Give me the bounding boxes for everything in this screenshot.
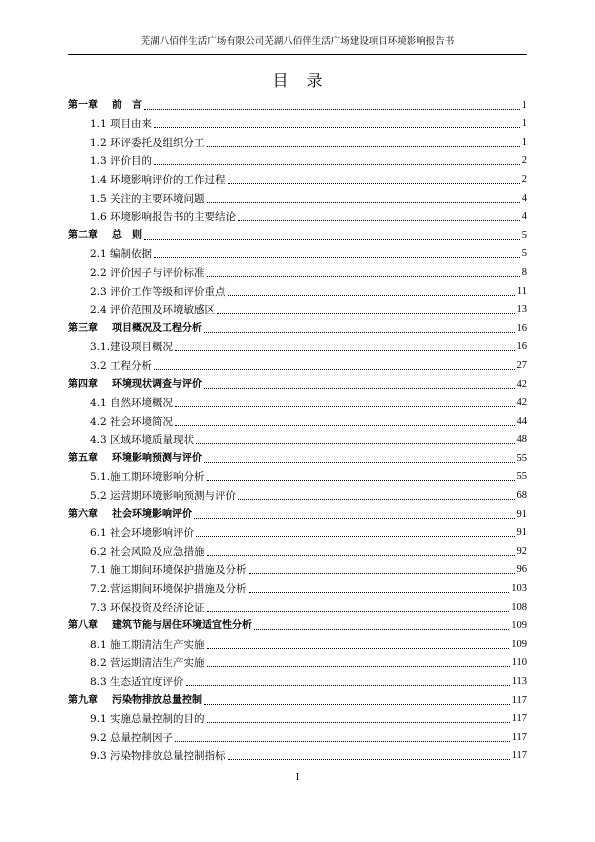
toc-entry-label: 1.3 评价目的 <box>90 155 153 168</box>
toc-section-entry[interactable] <box>68 429 527 448</box>
toc-entry-label <box>68 322 202 336</box>
toc-dot-leader <box>207 611 510 612</box>
toc-entry-label <box>68 694 202 708</box>
toc-chapter-entry[interactable] <box>68 224 527 243</box>
toc-dot-leader <box>204 388 515 389</box>
toc-dot-leader <box>207 722 510 723</box>
toc-page-number: 117 <box>511 713 527 725</box>
toc-chapter-entry[interactable] <box>68 689 527 708</box>
toc-page-number: 48 <box>516 434 527 446</box>
toc-chapter-title: 环境影响预测与评价 <box>112 452 202 464</box>
toc-page-number: 55 <box>516 471 527 483</box>
toc-dot-leader <box>207 648 510 649</box>
toc-dot-leader <box>228 183 520 184</box>
toc-chapter-entry[interactable] <box>68 503 527 522</box>
toc-dot-leader <box>175 741 510 742</box>
toc-dot-leader <box>175 406 514 407</box>
toc-section-entry[interactable] <box>68 466 527 485</box>
toc-dot-leader <box>228 759 510 760</box>
toc-section-entry[interactable] <box>68 280 527 299</box>
toc-chapter-entry[interactable] <box>68 615 527 634</box>
toc-page-number: 92 <box>516 545 527 557</box>
toc-chapter-entry[interactable] <box>68 317 527 336</box>
toc-section-entry[interactable] <box>68 540 527 559</box>
toc-section-entry[interactable] <box>68 206 527 225</box>
toc-chapter-title: 项目概况及工程分析 <box>112 322 202 334</box>
toc-page-number: 16 <box>516 341 527 353</box>
toc-section-entry[interactable] <box>68 522 527 541</box>
toc-entry-label: 4.3 区域环境质量现状 <box>90 434 195 447</box>
toc-page-number: 8 <box>521 266 527 278</box>
toc-entry-label: 4.2 社会环境简况 <box>90 415 174 428</box>
toc-page-number: 91 <box>516 508 527 520</box>
toc-entry-label: 2.2 评价因子与评价标准 <box>90 266 205 279</box>
toc-dot-leader <box>238 499 514 500</box>
toc-page-number: 4 <box>521 192 527 204</box>
toc-page-number: 13 <box>516 304 527 316</box>
toc-page-number: 1 <box>521 136 527 148</box>
toc-dot-leader <box>249 592 510 593</box>
toc-page-number: 108 <box>511 601 527 613</box>
toc-entry-label: 2.1 编制依据 <box>90 248 153 261</box>
toc-dot-leader <box>144 239 520 240</box>
toc-page-number: 1 <box>521 99 527 111</box>
toc-entry-label: 3.1.建设项目概况 <box>90 341 174 354</box>
toc-entry-label <box>68 99 142 113</box>
toc-section-entry[interactable] <box>68 150 527 169</box>
toc-chapter-number: 第一章 <box>68 99 98 111</box>
toc-section-entry[interactable] <box>68 354 527 373</box>
toc-page-number: 117 <box>511 750 527 762</box>
toc-page-number: 16 <box>516 322 527 334</box>
toc-page-number: 109 <box>511 638 527 650</box>
toc-section-entry[interactable] <box>68 392 527 411</box>
toc-dot-leader <box>217 313 514 314</box>
toc-section-entry[interactable] <box>68 168 527 187</box>
toc-dot-leader <box>204 462 515 463</box>
table-of-contents <box>68 94 527 763</box>
toc-page-number: 55 <box>516 452 527 464</box>
toc-page-number: 113 <box>511 676 527 687</box>
toc-page-number: 117 <box>511 694 527 706</box>
toc-entry-label: 3.2 工程分析 <box>90 359 153 372</box>
toc-section-entry[interactable] <box>68 652 527 671</box>
toc-section-entry[interactable] <box>68 559 527 578</box>
toc-chapter-entry[interactable] <box>68 447 527 466</box>
toc-page-number: 44 <box>516 415 527 427</box>
toc-entry-label: 4.1 自然环境概况 <box>90 397 174 410</box>
toc-chapter-title: 社会环境影响评价 <box>112 508 192 520</box>
header-divider <box>68 54 527 55</box>
toc-page-number: 1 <box>521 118 527 130</box>
toc-chapter-title: 环境现状调查与评价 <box>112 378 202 390</box>
toc-page-number: 2 <box>521 155 527 167</box>
toc-page-number: 5 <box>521 229 527 241</box>
toc-page-number: 27 <box>516 359 527 371</box>
toc-entry-label: 2.4 评价范围及环境敏感区 <box>90 304 216 317</box>
toc-chapter-title: 总 则 <box>112 229 142 241</box>
toc-dot-leader <box>249 573 515 574</box>
toc-entry-label: 7.1 施工期间环境保护措施及分析 <box>90 564 247 577</box>
toc-chapter-number: 第三章 <box>68 322 98 334</box>
toc-chapter-number: 第八章 <box>68 620 98 632</box>
page-header: 芜湖八佰伴生活广场有限公司芜湖八佰伴生活广场建设项目环境影响报告书 <box>140 36 455 47</box>
toc-entry-label: 5.1.施工期环境影响分析 <box>90 471 205 484</box>
toc-chapter-number: 第九章 <box>68 694 98 706</box>
toc-entry-label: 8.1 施工期清洁生产实施 <box>90 638 205 651</box>
toc-entry-label: 1.2 环评委托及组织分工 <box>90 136 205 149</box>
toc-section-entry[interactable] <box>68 633 527 652</box>
toc-section-entry[interactable] <box>68 596 527 615</box>
toc-page-number: 96 <box>516 564 527 576</box>
toc-page-number: 109 <box>511 620 527 632</box>
toc-title: 目录 <box>272 71 341 90</box>
toc-section-entry[interactable] <box>68 708 527 727</box>
toc-dot-leader <box>194 518 515 519</box>
toc-page-number: 2 <box>521 173 527 185</box>
toc-entry-label: 8.3 生态适宜度评价 <box>90 676 184 688</box>
toc-page-number: 4 <box>521 211 527 223</box>
toc-entry-label: 1.6 环境影响报告书的主要结论 <box>90 211 237 224</box>
toc-entry-label: 6.2 社会风险及应急措施 <box>90 545 205 558</box>
toc-section-entry[interactable] <box>68 670 527 689</box>
toc-section-entry[interactable] <box>68 336 527 355</box>
toc-entry-label: 9.1 实施总量控制的目的 <box>90 713 205 726</box>
toc-page-number: 110 <box>511 657 527 669</box>
toc-chapter-number: 第二章 <box>68 229 98 241</box>
toc-dot-leader <box>154 369 514 370</box>
toc-section-entry[interactable] <box>68 299 527 318</box>
toc-dot-leader <box>254 629 509 630</box>
toc-entry-label <box>68 229 142 243</box>
toc-section-entry[interactable] <box>68 745 527 764</box>
toc-chapter-entry[interactable] <box>68 94 527 113</box>
toc-dot-leader <box>144 109 520 110</box>
toc-dot-leader <box>207 480 515 481</box>
toc-section-entry[interactable] <box>68 577 527 596</box>
toc-dot-leader <box>154 257 520 258</box>
toc-entry-label: 7.3 环保投资及经济论证 <box>90 601 205 614</box>
toc-dot-leader <box>154 164 520 165</box>
toc-page-number: 42 <box>516 378 527 390</box>
page-number: I <box>295 772 300 783</box>
toc-entry-label: 6.1 社会环境影响评价 <box>90 527 195 540</box>
toc-entry-label <box>68 508 192 522</box>
toc-page-number: 11 <box>516 285 527 297</box>
toc-page-number: 117 <box>511 731 527 743</box>
toc-section-entry[interactable] <box>68 243 527 262</box>
toc-dot-leader <box>204 332 515 333</box>
toc-chapter-number: 第四章 <box>68 378 98 390</box>
toc-section-entry[interactable] <box>68 131 527 150</box>
toc-dot-leader <box>196 443 514 444</box>
toc-entry-label: 8.2 营运期清洁生产实施 <box>90 657 205 670</box>
toc-section-entry[interactable] <box>68 187 527 206</box>
toc-entry-label: 9.3 污染物排放总量控制指标 <box>90 750 226 763</box>
toc-chapter-title: 建筑节能与居住环境适宜性分析 <box>112 620 252 632</box>
toc-dot-leader <box>175 350 514 351</box>
toc-dot-leader <box>204 704 510 705</box>
toc-entry-label: 5.2 运营期环境影响预测与评价 <box>90 490 237 503</box>
toc-dot-leader <box>207 666 510 667</box>
toc-dot-leader <box>207 146 520 147</box>
toc-entry-label <box>68 619 252 633</box>
toc-section-entry[interactable] <box>68 484 527 503</box>
toc-dot-leader <box>175 425 514 426</box>
toc-entry-label <box>68 452 202 466</box>
toc-chapter-title: 污染物排放总量控制 <box>112 694 202 706</box>
toc-page-number: 91 <box>516 527 527 539</box>
toc-dot-leader <box>228 295 515 296</box>
toc-page-number: 103 <box>511 583 527 595</box>
toc-chapter-entry[interactable] <box>68 373 527 392</box>
toc-page-number: 68 <box>516 490 527 502</box>
toc-entry-label: 1.5 关注的主要环境问题 <box>90 192 205 205</box>
toc-entry-label: 1.4 环境影响评价的工作过程 <box>90 173 226 186</box>
toc-entry-label: 9.2 总量控制因子 <box>90 731 174 744</box>
toc-page-number: 42 <box>516 397 527 409</box>
toc-dot-leader <box>154 127 520 128</box>
toc-entry-label <box>68 378 202 392</box>
toc-page-number: 5 <box>521 248 527 260</box>
toc-entry-label: 2.3 评价工作等级和评价重点 <box>90 285 226 298</box>
toc-entry-label: 7.2.营运期间环境保护措施及分析 <box>90 583 247 596</box>
toc-dot-leader <box>186 685 510 686</box>
toc-dot-leader <box>238 220 520 221</box>
toc-entry-label: 1.1 项目由来 <box>90 118 153 131</box>
toc-chapter-title: 前 言 <box>112 99 142 111</box>
toc-dot-leader <box>207 555 515 556</box>
toc-section-entry[interactable] <box>68 261 527 280</box>
toc-dot-leader <box>207 202 520 203</box>
toc-section-entry[interactable] <box>68 410 527 429</box>
toc-section-entry[interactable] <box>68 113 527 132</box>
toc-chapter-number: 第六章 <box>68 508 98 520</box>
toc-chapter-number: 第五章 <box>68 452 98 464</box>
toc-dot-leader <box>207 276 520 277</box>
toc-dot-leader <box>196 536 514 537</box>
toc-section-entry[interactable] <box>68 726 527 745</box>
